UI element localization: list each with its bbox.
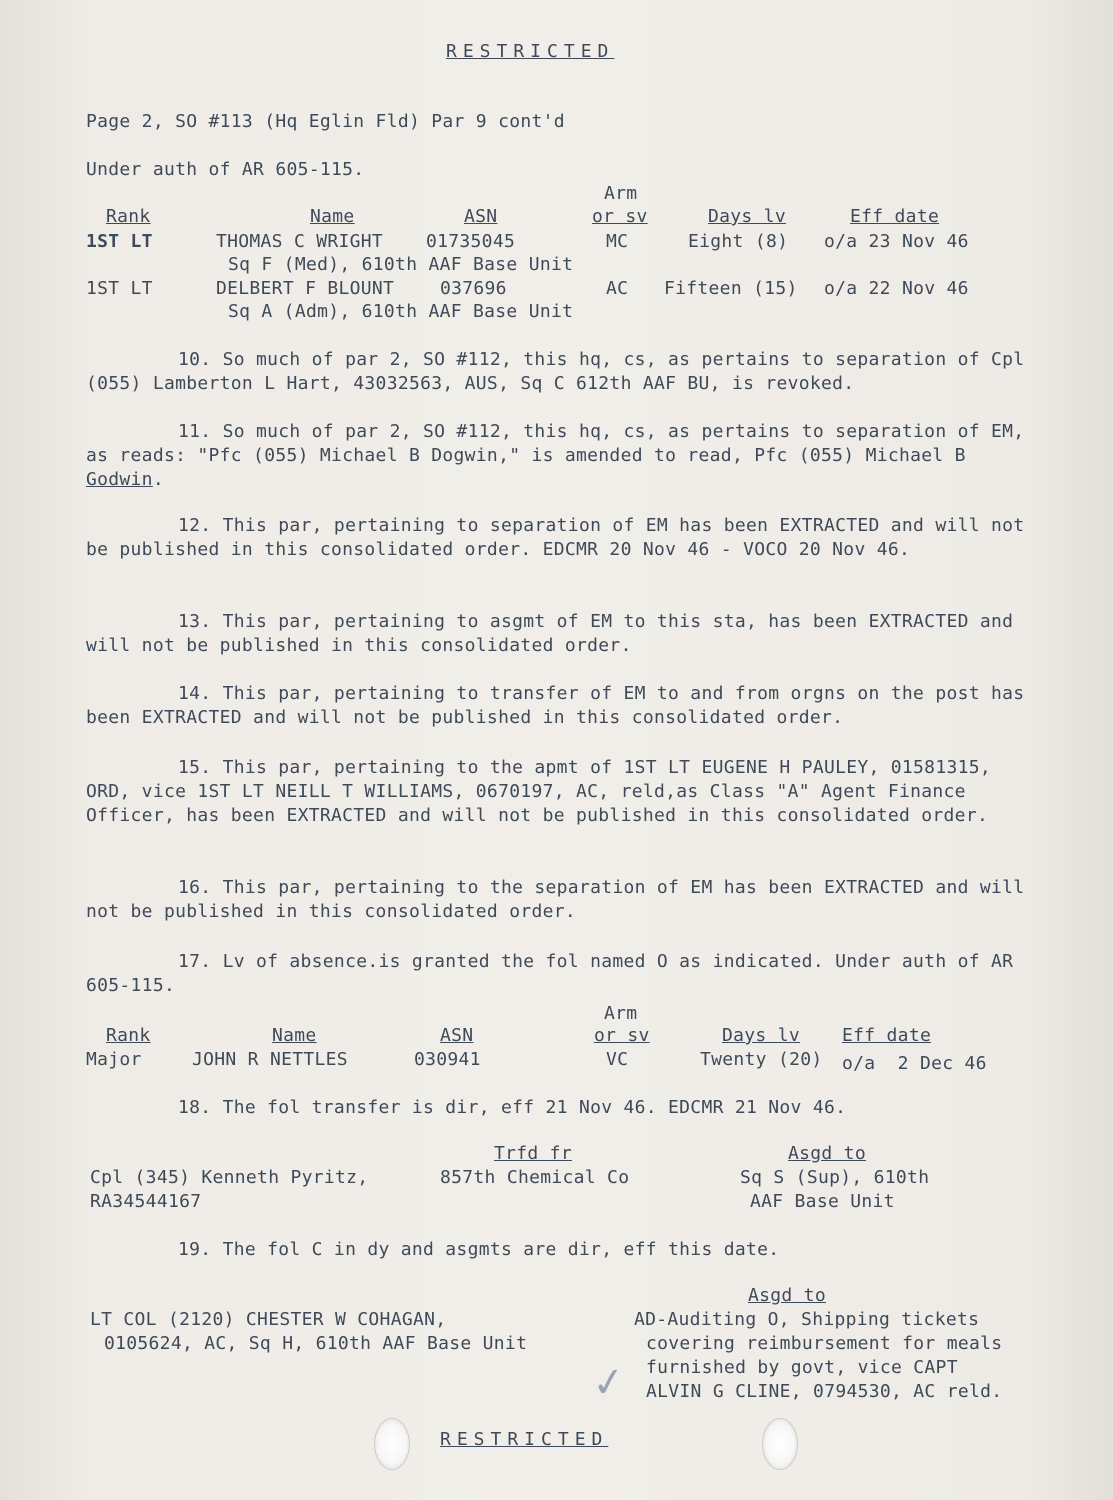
t2-col-eff: Eff date <box>842 1025 932 1046</box>
assignment-person-line2: 0105624, AC, Sq H, 610th AAF Base Unit <box>104 1333 528 1354</box>
t1-row2-eff: o/a 22 Nov 46 <box>824 278 969 299</box>
transfer-from: 857th Chemical Co <box>440 1167 630 1188</box>
t1-col-name: Name <box>310 206 355 227</box>
transfer-to-line1: Sq S (Sup), 610th <box>740 1167 930 1188</box>
t1-col-days: Days lv <box>708 206 786 227</box>
paragraph-13 <box>86 610 1046 658</box>
t2-row-asn: 030941 <box>414 1049 481 1070</box>
transfer-to-line2: AAF Base Unit <box>750 1191 895 1212</box>
paragraph-18 <box>86 1096 1046 1120</box>
paragraph-number: 15. <box>178 757 212 778</box>
check-mark-icon: ✓ <box>588 1357 629 1409</box>
t2-col-days: Days lv <box>722 1025 800 1046</box>
page-reference-line: Page 2, SO #113 (Hq Eglin Fld) Par 9 cont'd <box>86 111 565 132</box>
paragraph-number: 10. <box>178 349 212 370</box>
paragraph-15 <box>86 756 1046 828</box>
t1-col-rank: Rank <box>106 206 151 227</box>
transfer-col-from: Trfd fr <box>494 1143 572 1164</box>
paragraph-12 <box>86 514 1046 562</box>
t2-row-eff: o/a 2 Dec 46 <box>842 1053 987 1074</box>
paragraph-19 <box>86 1238 1046 1262</box>
t1-col-arm-top: Arm <box>604 183 638 204</box>
paragraph-text: This par, pertaining to asgmt of EM to this sta, has been EXTRACTED and will not be published in this consolidated order. <box>86 611 1014 656</box>
paragraph-text-underlined: Godwin <box>86 469 153 490</box>
paragraph-14 <box>86 682 1046 730</box>
paragraph-text: So much of par 2, SO #112, this hq, cs, as pertains to separation of Cpl (055) Lamberton L Hart, 43032563, AUS, Sq C 612th AAF BU, is revoked. <box>86 349 1025 394</box>
t1-row1-unit: Sq F (Med), 610th AAF Base Unit <box>228 254 574 275</box>
t1-row1-name: THOMAS C WRIGHT <box>216 231 384 252</box>
paragraph-number: 17. <box>178 951 212 972</box>
paragraph-number: 14. <box>178 683 212 704</box>
t1-col-arm-bottom: or sv <box>592 206 648 227</box>
header-classification: RESTRICTED <box>446 41 615 62</box>
authority-line: Under auth of AR 605-115. <box>86 159 365 180</box>
t2-col-asn: ASN <box>440 1025 474 1046</box>
punch-hole-left <box>374 1418 410 1470</box>
t1-row2-days: Fifteen (15) <box>664 278 798 299</box>
t1-row2-rank: 1ST LT <box>86 278 153 299</box>
paragraph-11 <box>86 420 1046 492</box>
paragraph-16 <box>86 876 1046 924</box>
footer-classification: RESTRICTED <box>440 1429 609 1450</box>
t1-row1-days: Eight (8) <box>688 231 789 252</box>
paragraph-text: This par, pertaining to separation of EM has been EXTRACTED and will not be published in this consolidated order. EDCMR 20 Nov 46 - VOCO 20 Nov 46. <box>86 515 1025 560</box>
punch-hole-right <box>762 1418 798 1470</box>
paragraph-text: Lv of absence.is granted the fol named O as indicated. Under auth of AR 605-115. <box>86 951 1014 996</box>
paragraph-text: This par, pertaining to the separation of EM has been EXTRACTED and will not be published in this consolidated order. <box>86 877 1025 922</box>
t2-row-days: Twenty (20) <box>700 1049 823 1070</box>
paragraph-17 <box>86 950 1046 998</box>
paragraph-text: This par, pertaining to transfer of EM to and from orgns on the post has been EXTRACTED and will not be published in this consolidated order. <box>86 683 1025 728</box>
paragraph-10 <box>86 348 1046 396</box>
t1-row1-rank: 1ST LT <box>86 231 153 252</box>
t2-row-name: JOHN R NETTLES <box>192 1049 348 1070</box>
t1-row2-unit: Sq A (Adm), 610th AAF Base Unit <box>228 301 574 322</box>
paragraph-number: 12. <box>178 515 212 536</box>
assignment-to-line3: furnished by govt, vice CAPT <box>646 1357 958 1378</box>
t1-row1-eff: o/a 23 Nov 46 <box>824 231 969 252</box>
assignment-to-line2: covering reimbursement for meals <box>646 1333 1003 1354</box>
paragraph-number: 19. <box>178 1239 212 1260</box>
paragraph-number: 11. <box>178 421 212 442</box>
t1-row2-arm: AC <box>606 278 629 299</box>
transfer-col-to: Asgd to <box>788 1143 866 1164</box>
t2-row-arm: VC <box>606 1049 629 1070</box>
t2-col-arm-bottom: or sv <box>594 1025 650 1046</box>
assignment-col-to: Asgd to <box>748 1285 826 1306</box>
t1-row2-asn: 037696 <box>440 278 507 299</box>
assignment-to-line1: AD-Auditing O, Shipping tickets <box>634 1309 980 1330</box>
paragraph-text: So much of par 2, SO #112, this hq, cs, as pertains to separation of EM, as reads: "Pfc (055) Michael B Dogwin," is amended to read, Pfc (055) Michael B <box>86 421 1025 466</box>
paragraph-number: 18. <box>178 1097 212 1118</box>
t2-col-arm-top: Arm <box>604 1003 638 1024</box>
paragraph-number: 13. <box>178 611 212 632</box>
t1-row2-name: DELBERT F BLOUNT <box>216 278 395 299</box>
transfer-person-line2: RA34544167 <box>90 1191 202 1212</box>
paragraph-text: This par, pertaining to the apmt of 1ST LT EUGENE H PAULEY, 01581315, ORD, vice 1ST LT NEILL T WILLIAMS, 0670197, AC, reld,as Class "A" Agent Finance Officer, has been EXTRACTED and will not be published in this consolidated order. <box>86 757 992 826</box>
t2-row-rank: Major <box>86 1049 142 1070</box>
t1-col-eff: Eff date <box>850 206 940 227</box>
paragraph-number: 16. <box>178 877 212 898</box>
paragraph-text-end: . <box>152 469 164 490</box>
t1-row1-arm: MC <box>606 231 629 252</box>
paragraph-text: The fol transfer is dir, eff 21 Nov 46. EDCMR 21 Nov 46. <box>222 1097 847 1118</box>
t2-col-name: Name <box>272 1025 317 1046</box>
assignment-person-line1: LT COL (2120) CHESTER W COHAGAN, <box>90 1309 447 1330</box>
t2-col-rank: Rank <box>106 1025 151 1046</box>
paragraph-text: The fol C in dy and asgmts are dir, eff this date. <box>222 1239 780 1260</box>
transfer-person-line1: Cpl (345) Kenneth Pyritz, <box>90 1167 369 1188</box>
t1-row1-asn: 01735045 <box>426 231 516 252</box>
assignment-to-line4: ALVIN G CLINE, 0794530, AC reld. <box>646 1381 1003 1402</box>
t1-col-asn: ASN <box>464 206 498 227</box>
